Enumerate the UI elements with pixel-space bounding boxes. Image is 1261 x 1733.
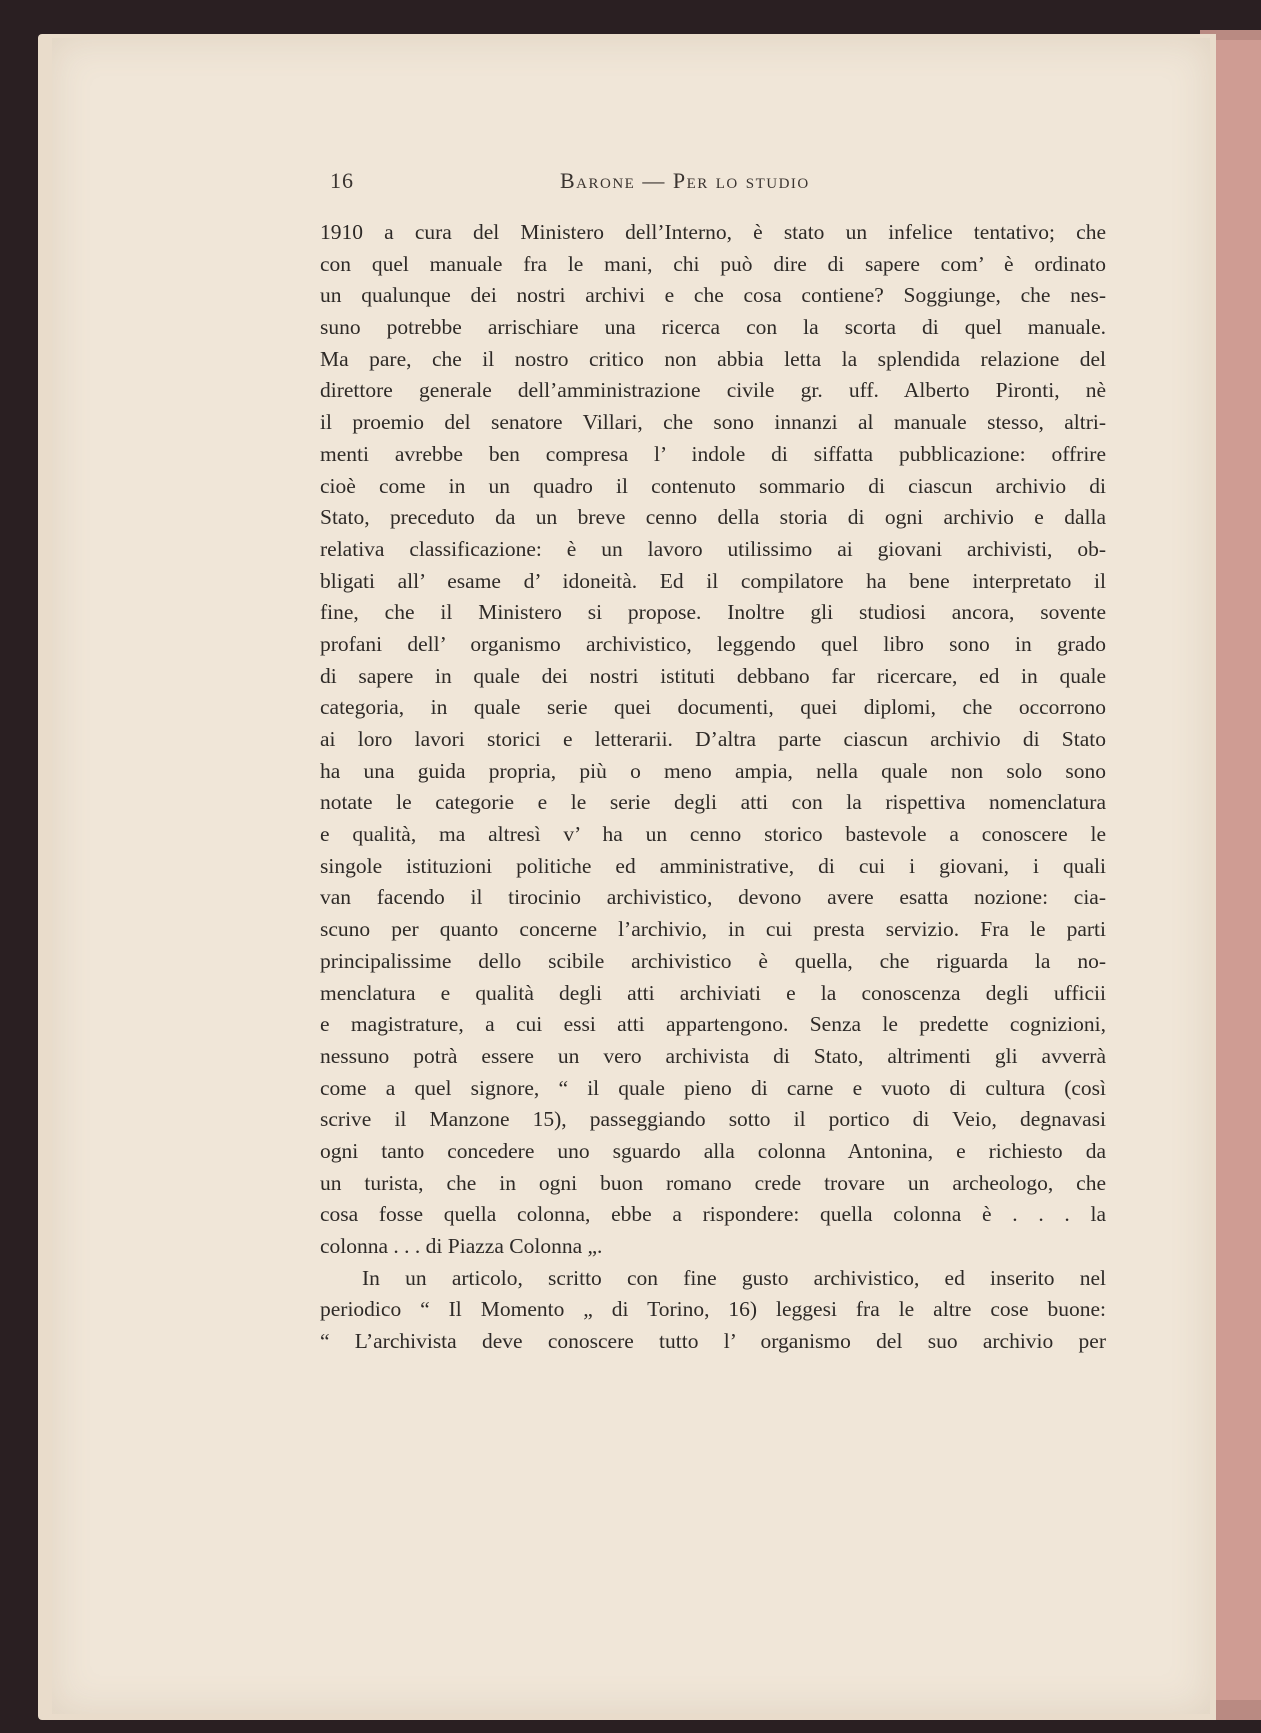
text-line: menclatura e qualità degli atti archiviati e la conoscenza degli ufficii <box>320 980 1106 1005</box>
text-line: nessuno potrà essere un vero archivista di Stato, altrimenti gli avverrà <box>320 1043 1106 1068</box>
text-line: un turista, che in ogni buon romano crede trovare un archeologo, che <box>320 1170 1106 1195</box>
text-line: periodico “ Il Momento „ di Torino, 16) leggesi fra le altre cose buone: <box>320 1297 1106 1322</box>
text-line: profani dell’ organismo archivistico, leggendo quel libro sono in grado <box>320 631 1106 656</box>
text-line: scrive il Manzone 15), passeggiando sotto il portico di Veio, degnavasi <box>320 1107 1106 1132</box>
running-title: Barone — Per lo studio <box>560 168 810 193</box>
text-line: colonna . . . di Piazza Colonna „. <box>320 1234 603 1258</box>
text-line: In un articolo, scritto con fine gusto archivistico, ed inserito nel <box>362 1265 1106 1290</box>
adjacent-page-edge-inner <box>1212 40 1261 1700</box>
text-line: categoria, in quale serie quei documenti, quei diplomi, che occorrono <box>320 695 1106 720</box>
text-line: van facendo il tirocinio archivistico, devono avere esatta nozione: cia- <box>320 885 1106 910</box>
book-page <box>52 38 1210 1714</box>
text-line: ha una guida propria, più o meno ampia, nella quale non solo sono <box>320 758 1106 783</box>
text-line: menti avrebbe ben compresa l’ indole di siffatta pubblicazione: offrire <box>320 441 1106 466</box>
text-line: un qualunque dei nostri archivi e che cosa contiene? Soggiunge, che nes- <box>320 283 1106 308</box>
text-line: e qualità, ma altresì v’ ha un cenno storico bastevole a conoscere le <box>320 822 1106 847</box>
page-number: 16 <box>330 168 354 193</box>
text-line: di sapere in quale dei nostri istituti debbano far ricercare, ed in quale <box>320 663 1106 688</box>
text-line: con quel manuale fra le mani, chi può dire di sapere com’ è ordinato <box>320 251 1106 276</box>
text-line: Stato, preceduto da un breve cenno della storia di ogni archivio e dalla <box>320 505 1106 530</box>
text-line: e magistrature, a cui essi atti appartengono. Senza le predette cognizioni, <box>320 1012 1106 1037</box>
text-line: ogni tanto concedere uno sguardo alla colonna Antonina, e richiesto da <box>320 1138 1106 1163</box>
text-line: come a quel signore, “ il quale pieno di carne e vuoto di cultura (così <box>320 1075 1106 1100</box>
text-line: relativa classificazione: è un lavoro utilissimo ai giovani archivisti, ob- <box>320 536 1106 561</box>
text-line: Ma pare, che il nostro critico non abbia letta la splendida relazione del <box>320 346 1106 371</box>
text-line: scuno per quanto concerne l’archivio, in cui presta servizio. Fra le parti <box>320 917 1106 942</box>
body-text <box>320 217 1106 1358</box>
text-line: ai loro lavori storici e letterarii. D’altra parte ciascun archivio di Stato <box>320 727 1106 751</box>
text-line: bligati all’ esame d’ idoneità. Ed il compilatore ha bene interpretato il <box>320 568 1106 593</box>
text-line: 1910 a cura del Ministero dell’Interno, è stato un infelice tentativo; che <box>320 220 1106 244</box>
text-line: singole istituzioni politiche ed amministrative, di cui i giovani, i quali <box>320 853 1106 878</box>
text-line: direttore generale dell’amministrazione civile gr. uff. Alberto Pironti, nè <box>320 378 1106 403</box>
page-header <box>52 168 1210 208</box>
text-line: principalissime dello scibile archivistico è quella, che riguarda la no- <box>320 948 1106 973</box>
text-line: “ L’archivista deve conoscere tutto l’ organismo del suo archivio per <box>320 1329 1106 1354</box>
text-line: il proemio del senatore Villari, che sono innanzi al manuale stesso, altri- <box>320 410 1106 435</box>
text-line: cioè come in un quadro il contenuto sommario di ciascun archivio di <box>320 473 1106 498</box>
text-line: notate le categorie e le serie degli atti con la rispettiva nomenclatura <box>320 790 1106 815</box>
text-line: suno potrebbe arrischiare una ricerca con la scorta di quel manuale. <box>320 315 1106 340</box>
text-line: cosa fosse quella colonna, ebbe a rispondere: quella colonna è . . . la <box>320 1202 1106 1227</box>
text-line: fine, che il Ministero si propose. Inoltre gli studiosi ancora, sovente <box>320 600 1106 625</box>
